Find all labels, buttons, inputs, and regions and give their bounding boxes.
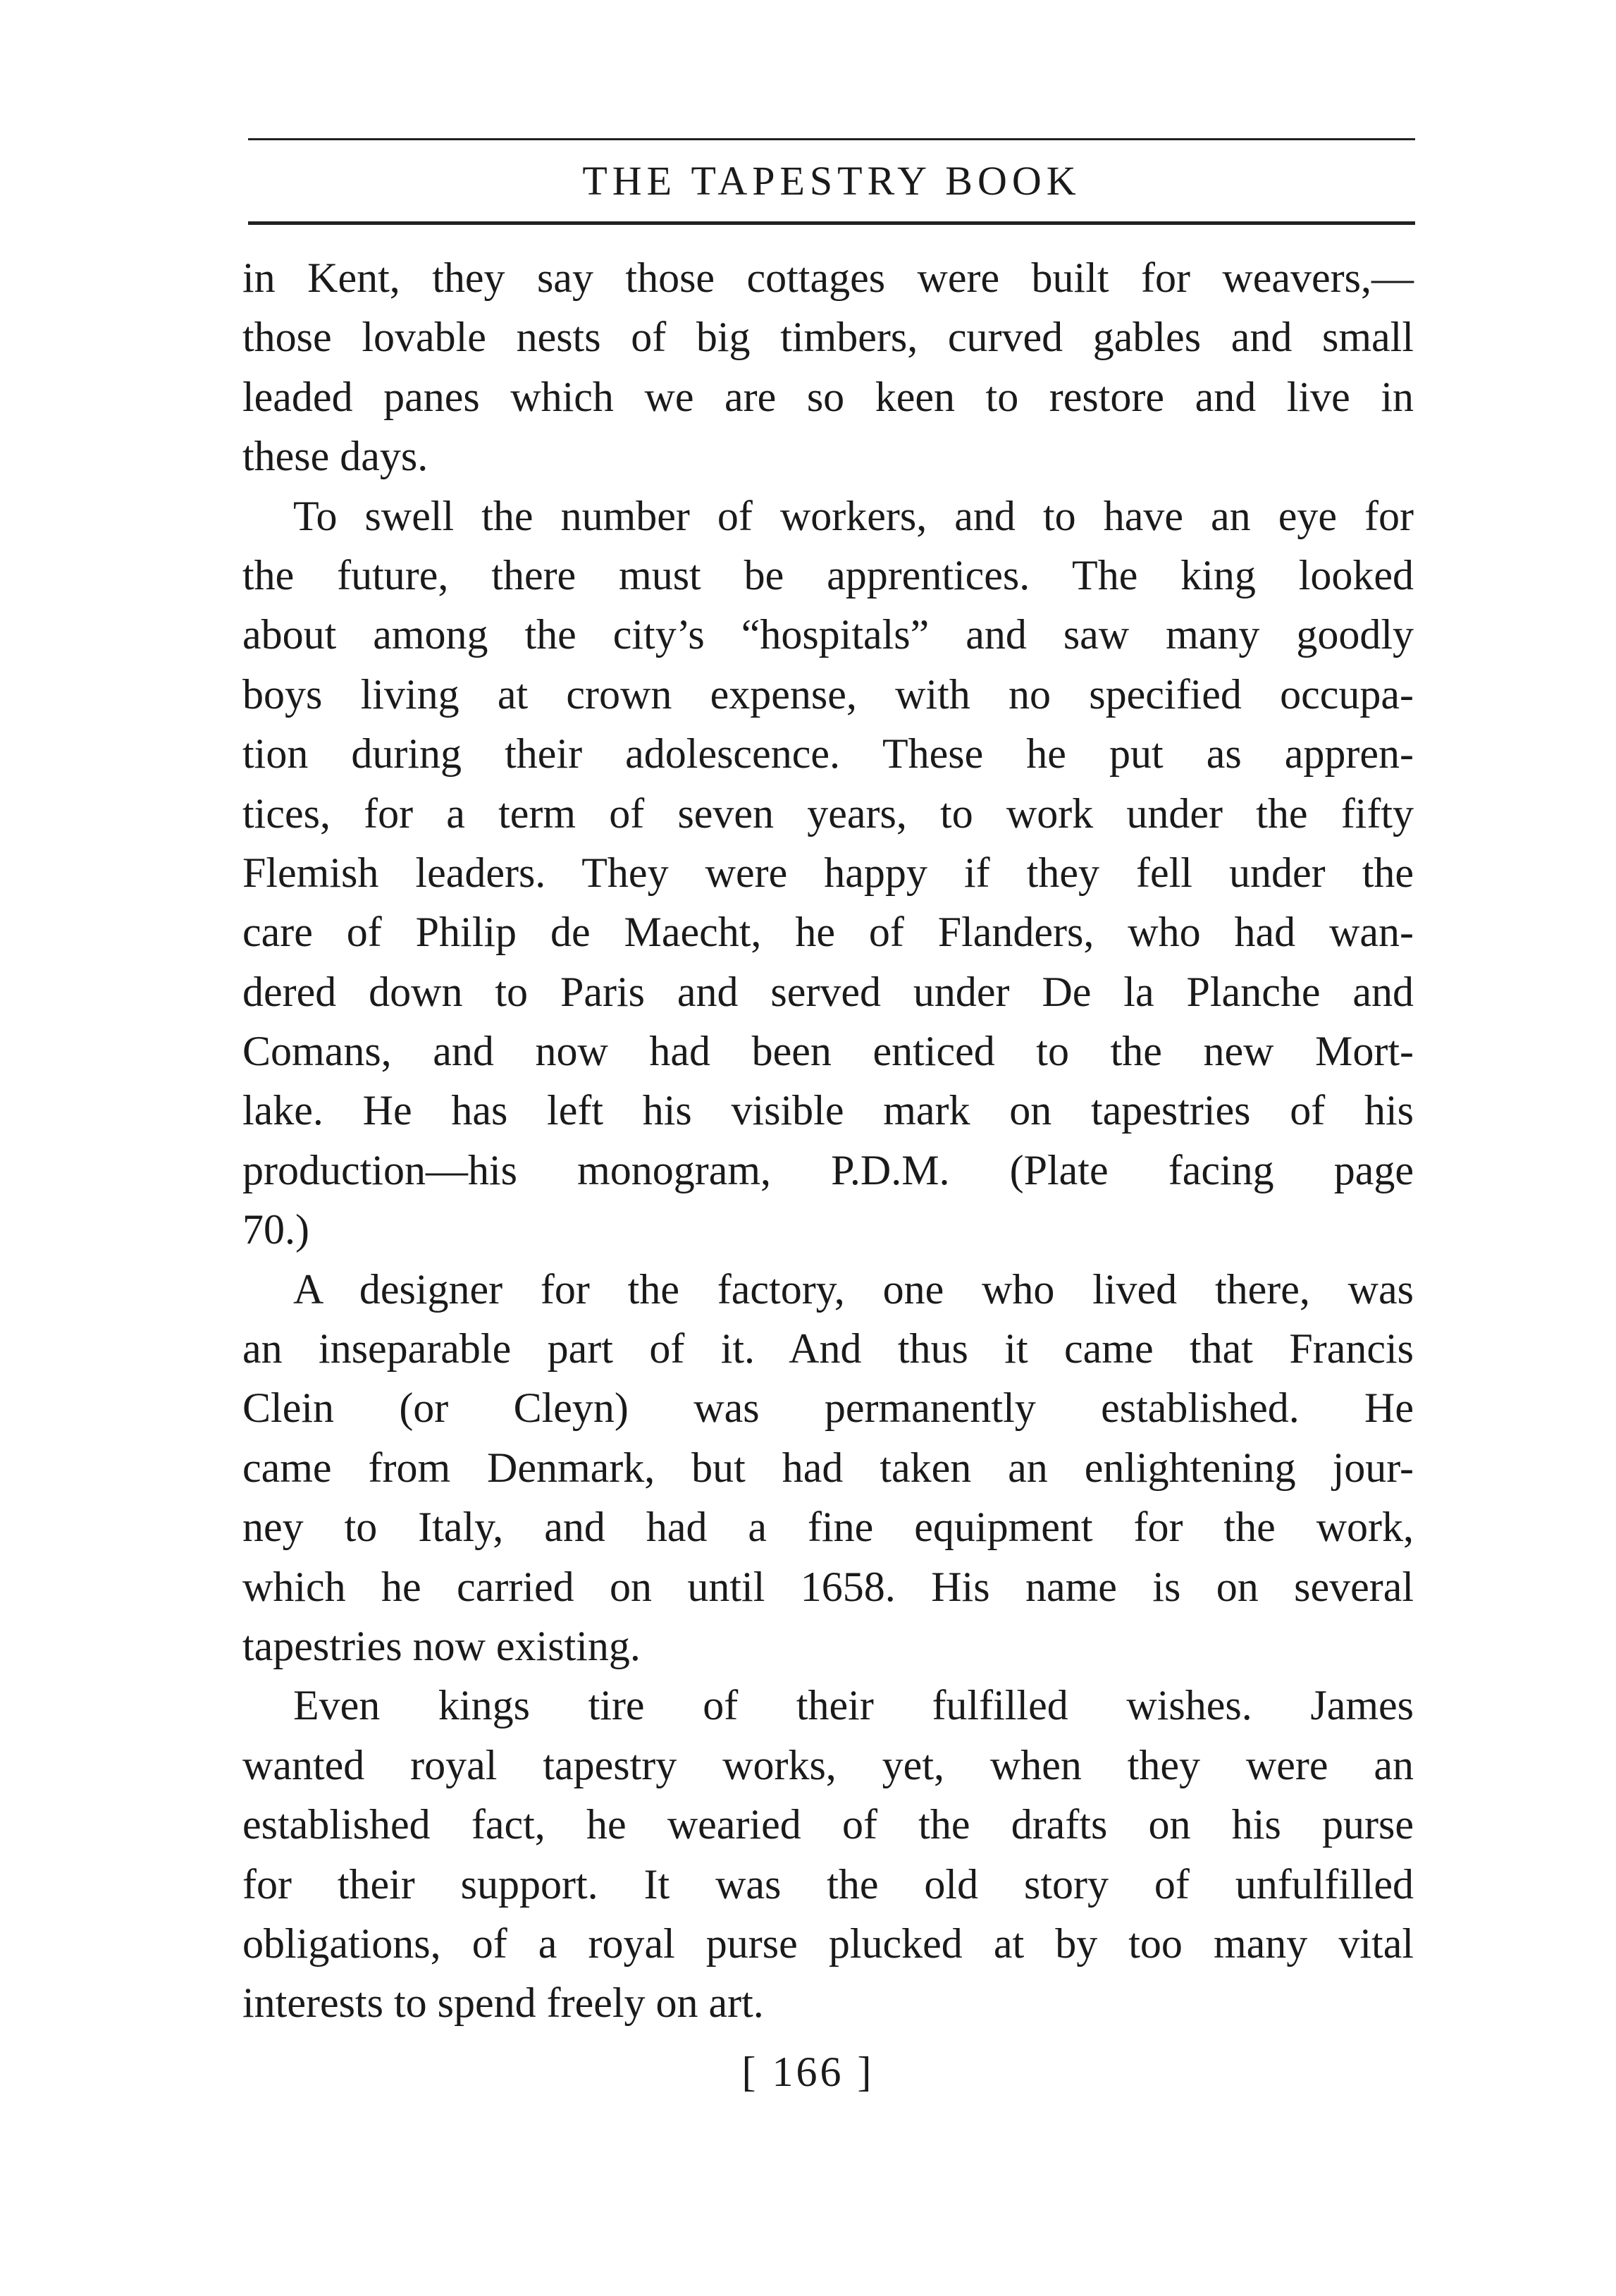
paragraph	[242, 248, 1414, 486]
text-line: lake. He has left his visible mark on tapestries of his	[242, 1087, 1414, 1134]
text-line: Flemish leaders. They were happy if they fell under the	[242, 849, 1414, 896]
text-line: Comans, and now had been enticed to the new Mort-	[242, 1028, 1414, 1075]
text-line: dered down to Paris and served under De la Planche and	[242, 968, 1414, 1015]
header-rule-bottom	[248, 221, 1415, 225]
text-line: Clein (or Cleyn) was permanently established. He	[242, 1385, 1414, 1432]
text-line: wanted royal tapestry works, yet, when they were an	[242, 1741, 1414, 1788]
text-line: established fact, he wearied of the drafts on his purse	[242, 1801, 1414, 1848]
paragraph	[242, 1676, 1414, 2032]
text-line: care of Philip de Maecht, he of Flanders, who had wan-	[242, 909, 1414, 956]
text-line: To swell the number of workers, and to have an eye for	[293, 492, 1414, 539]
text-line: interests to spend freely on art.	[242, 1979, 764, 2027]
text-line: tion during their adolescence. These he put as appren-	[242, 730, 1414, 778]
text-line: an inseparable part of it. And thus it came that Francis	[242, 1325, 1414, 1373]
text-line: the future, there must be apprentices. The king looked	[242, 551, 1414, 598]
paragraph	[242, 486, 1414, 1260]
page-number: [ 166 ]	[741, 2049, 875, 2095]
text-line: boys living at crown expense, with no specified occupa-	[242, 670, 1414, 718]
text-line: obligations, of a royal purse plucked at by too many vital	[242, 1920, 1414, 1967]
header-rule-top	[248, 138, 1415, 140]
text-line: came from Denmark, but had taken an enlightening jour-	[242, 1444, 1414, 1491]
paragraph	[242, 1260, 1414, 1676]
text-line: tapestries now existing.	[242, 1622, 641, 1669]
text-line: in Kent, they say those cottages were built for weavers,—	[242, 254, 1414, 301]
text-line: 70.)	[242, 1206, 309, 1253]
body-text	[242, 248, 1414, 2033]
text-line: production—his monogram, P.D.M. (Plate facing page	[242, 1146, 1414, 1193]
text-line: tices, for a term of seven years, to work under the fifty	[242, 790, 1414, 837]
running-head: THE TAPESTRY BOOK	[582, 158, 1081, 204]
text-line: about among the city’s “hospitals” and saw many goodly	[242, 611, 1414, 658]
text-line: for their support. It was the old story of unfulfilled	[242, 1860, 1414, 1908]
text-line: those lovable nests of big timbers, curved gables and small	[242, 314, 1414, 361]
text-line: these days.	[242, 433, 428, 480]
text-line: Even kings tire of their fulfilled wishes. James	[293, 1682, 1414, 1729]
text-line: A designer for the factory, one who lived there, was	[293, 1265, 1414, 1313]
text-line: which he carried on until 1658. His name is on several	[242, 1563, 1414, 1610]
text-line: leaded panes which we are so keen to restore and live in	[242, 373, 1414, 420]
text-line: ney to Italy, and had a fine equipment for the work,	[242, 1504, 1414, 1551]
